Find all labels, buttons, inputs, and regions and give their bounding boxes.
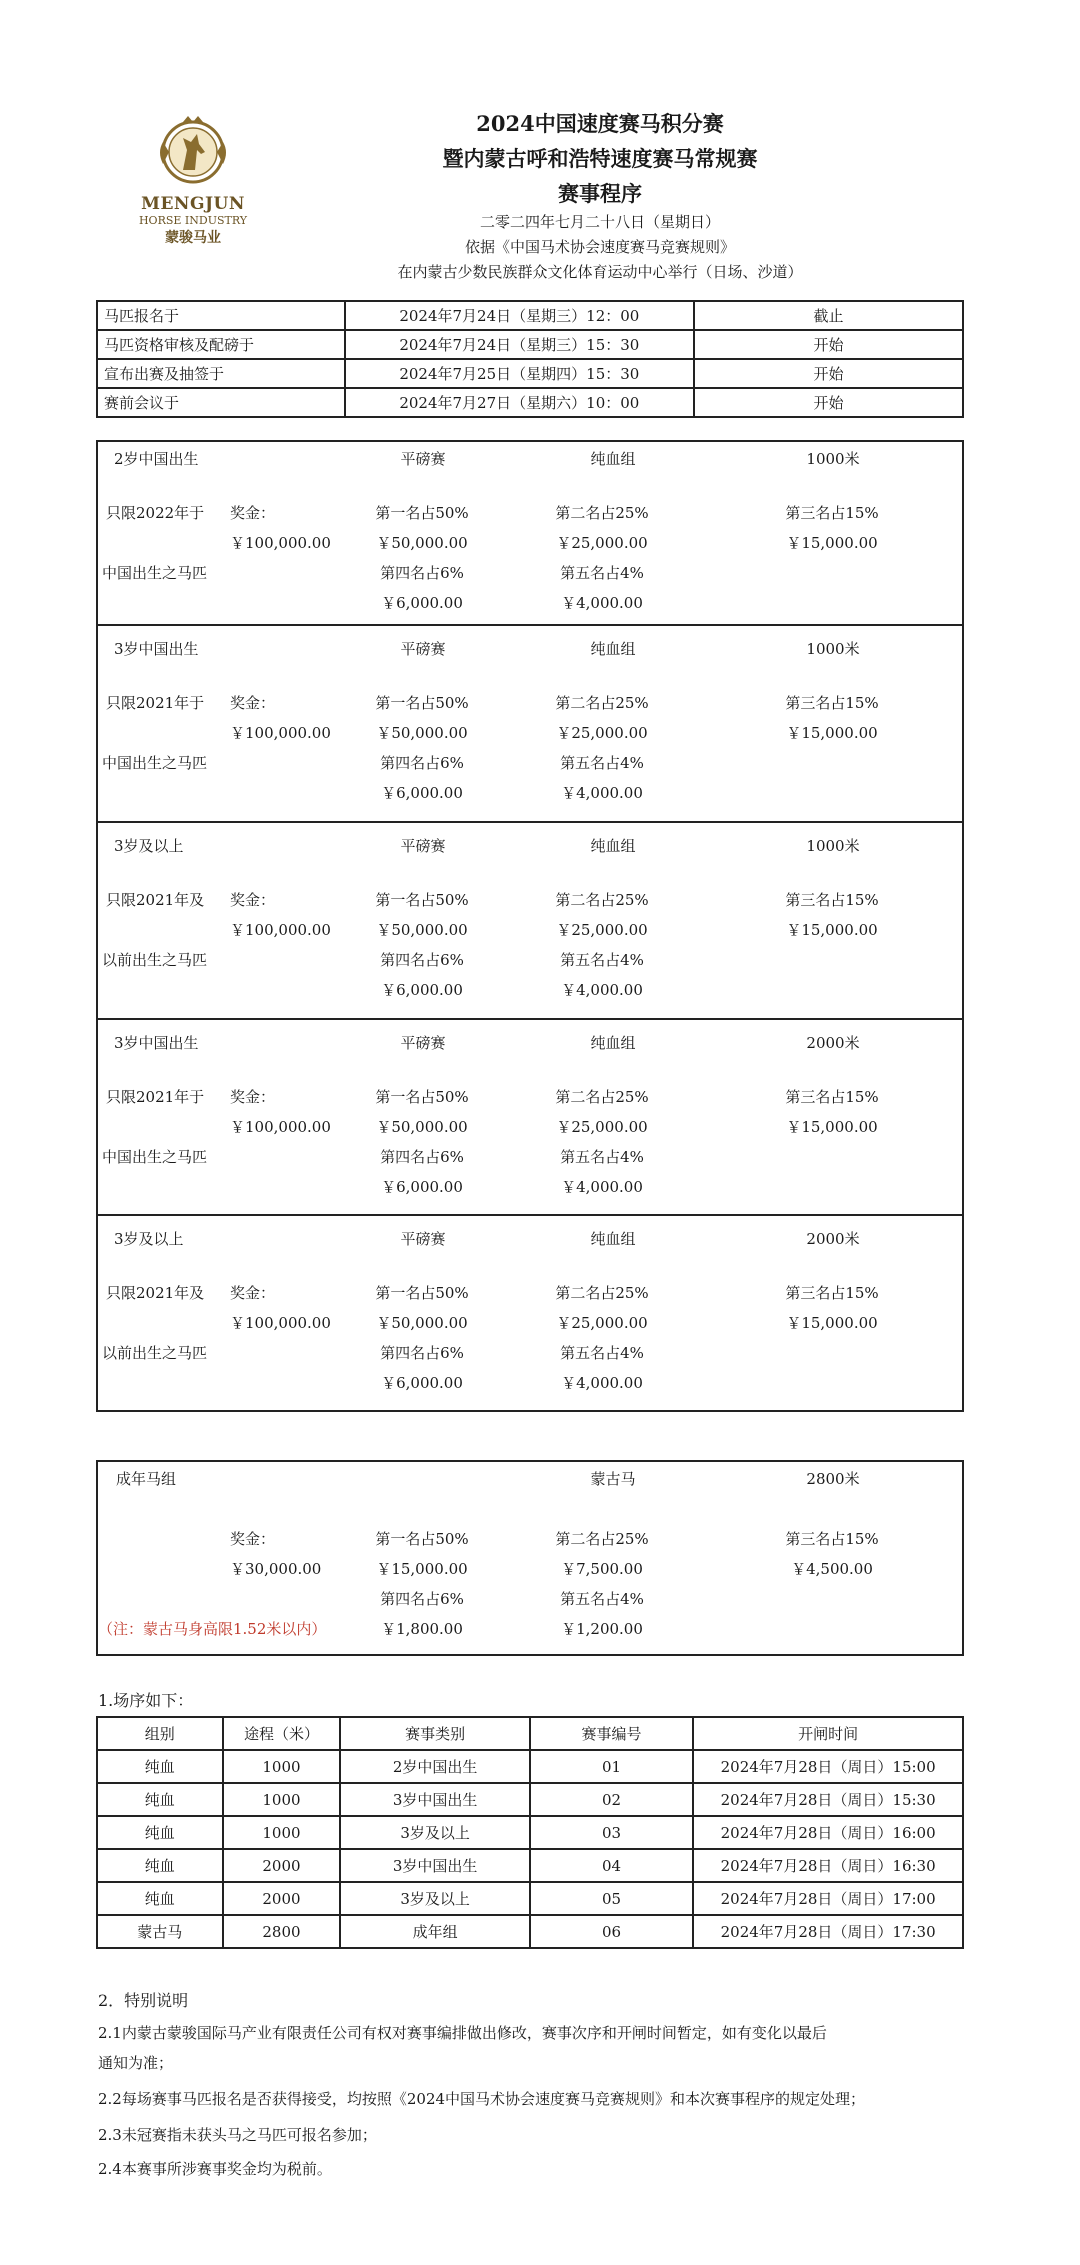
second-place-share: 第二名占25% bbox=[555, 694, 649, 712]
race-type: 平磅赛 bbox=[400, 1034, 446, 1052]
second-place-share: 第二名占25% bbox=[555, 1284, 649, 1302]
race-number-cell: 05 bbox=[530, 1882, 693, 1915]
first-place-share: 第一名占50% bbox=[375, 891, 469, 909]
first-place-amount: ￥50,000.00 bbox=[376, 724, 468, 742]
prize-total: ￥100,000.00 bbox=[230, 921, 331, 939]
order-header-cell: 赛事编号 bbox=[530, 1717, 693, 1750]
race-distance: 1000米 bbox=[806, 450, 860, 468]
note-2-1-line-2: 通知为准； bbox=[98, 2054, 174, 2072]
fifth-place-share: 第五名占4% bbox=[560, 1148, 644, 1166]
third-place-share: 第三名占15% bbox=[785, 891, 879, 909]
start-time-cell: 2024年7月28日（周日）15:00 bbox=[693, 1750, 963, 1783]
race-type: 平磅赛 bbox=[400, 837, 446, 855]
third-place-share: 第三名占15% bbox=[785, 694, 879, 712]
schedule-row bbox=[97, 359, 963, 388]
second-place-share: 第二名占25% bbox=[555, 1088, 649, 1106]
order-header-cell: 开闸时间 bbox=[693, 1717, 963, 1750]
distance-cell: 2000 bbox=[223, 1849, 341, 1882]
schedule-row bbox=[97, 388, 963, 417]
logo-text-en-sub: HORSE INDUSTRY bbox=[138, 214, 248, 227]
fourth-place-amount: ￥6,000.00 bbox=[381, 784, 463, 802]
race-condition-line-2: 以前出生之马匹 bbox=[102, 1344, 208, 1362]
group-cell: 纯血 bbox=[97, 1816, 223, 1849]
schedule-status: 开始 bbox=[694, 330, 963, 359]
distance-cell: 1000 bbox=[223, 1750, 341, 1783]
category-cell: 2岁中国出生 bbox=[340, 1750, 529, 1783]
order-header-cell: 途程（米） bbox=[223, 1717, 341, 1750]
horse-crest-icon bbox=[153, 112, 233, 192]
prize-label: 奖金： bbox=[230, 504, 276, 522]
start-time-cell: 2024年7月28日（周日）17:30 bbox=[693, 1915, 963, 1948]
third-place-amount: ￥15,000.00 bbox=[786, 921, 878, 939]
second-place-share: 第二名占25% bbox=[555, 1530, 649, 1548]
third-place-share: 第三名占15% bbox=[785, 504, 879, 522]
group-cell: 蒙古马 bbox=[97, 1915, 223, 1948]
fifth-place-share: 第五名占4% bbox=[560, 1590, 644, 1608]
first-place-amount: ￥50,000.00 bbox=[376, 1118, 468, 1136]
category-cell: 3岁中国出生 bbox=[340, 1783, 529, 1816]
order-title: 1.场序如下： bbox=[98, 1691, 194, 1710]
fourth-place-amount: ￥6,000.00 bbox=[381, 981, 463, 999]
logo-text-cn: 蒙骏马业 bbox=[165, 230, 221, 246]
schedule-item: 宣布出赛及抽签于 bbox=[97, 359, 345, 388]
order-header-cell: 组别 bbox=[97, 1717, 223, 1750]
race-distance: 2800米 bbox=[806, 1470, 860, 1488]
order-row bbox=[97, 1750, 963, 1783]
note-2-3: 2.3未冠赛指未获头马之马匹可报名参加； bbox=[98, 2126, 377, 2144]
race-distance: 1000米 bbox=[806, 837, 860, 855]
schedule-status: 开始 bbox=[694, 359, 963, 388]
race-distance: 2000米 bbox=[806, 1230, 860, 1248]
distance-cell: 1000 bbox=[223, 1783, 341, 1816]
prize-total: ￥100,000.00 bbox=[230, 1118, 331, 1136]
logo-text-en: MENGJUN bbox=[141, 194, 245, 214]
schedule-time: 2024年7月25日（星期四）15：30 bbox=[345, 359, 695, 388]
schedule-time: 2024年7月27日（星期六）10：00 bbox=[345, 388, 695, 417]
second-place-amount: ￥25,000.00 bbox=[556, 534, 648, 552]
fourth-place-share: 第四名占6% bbox=[380, 754, 464, 772]
race-name: 3岁及以上 bbox=[114, 1230, 184, 1248]
fifth-place-amount: ￥4,000.00 bbox=[561, 594, 643, 612]
fifth-place-share: 第五名占4% bbox=[560, 1344, 644, 1362]
first-place-share: 第一名占50% bbox=[375, 1088, 469, 1106]
race-block bbox=[96, 823, 964, 1020]
order-row bbox=[97, 1882, 963, 1915]
third-place-share: 第三名占15% bbox=[785, 1530, 879, 1548]
race-group: 纯血组 bbox=[590, 1230, 636, 1248]
category-cell: 3岁及以上 bbox=[340, 1816, 529, 1849]
fourth-place-share: 第四名占6% bbox=[380, 951, 464, 969]
second-place-amount: ￥25,000.00 bbox=[556, 724, 648, 742]
schedule-status: 开始 bbox=[694, 388, 963, 417]
race-group: 纯血组 bbox=[590, 640, 636, 658]
race-condition-line-2: 中国出生之马匹 bbox=[102, 1148, 208, 1166]
fifth-place-amount: ￥4,000.00 bbox=[561, 784, 643, 802]
race-condition-line-2: 以前出生之马匹 bbox=[102, 951, 208, 969]
note-2-2: 2.2每场赛事马匹报名是否获得接受，均按照《2024中国马术协会速度赛马竞赛规则》和本次赛事程序的规定处理； bbox=[98, 2090, 866, 2108]
start-time-cell: 2024年7月28日（周日）16:00 bbox=[693, 1816, 963, 1849]
race-name: 成年马组 bbox=[116, 1470, 177, 1488]
race-number-cell: 02 bbox=[530, 1783, 693, 1816]
category-cell: 3岁及以上 bbox=[340, 1882, 529, 1915]
fourth-place-amount: ￥6,000.00 bbox=[381, 1178, 463, 1196]
category-cell: 3岁中国出生 bbox=[340, 1849, 529, 1882]
prize-label: 奖金： bbox=[230, 1530, 276, 1548]
fifth-place-share: 第五名占4% bbox=[560, 754, 644, 772]
special-notes-title: 2．特别说明 bbox=[98, 1991, 189, 2010]
height-note: （注：蒙古马身高限1.52米以内） bbox=[98, 1620, 327, 1638]
prize-total: ￥100,000.00 bbox=[230, 1314, 331, 1332]
race-name: 3岁中国出生 bbox=[114, 1034, 199, 1052]
race-name: 3岁及以上 bbox=[114, 837, 184, 855]
race-condition-line-1: 只限2022年于 bbox=[106, 504, 205, 522]
race-condition-line-1: 只限2021年于 bbox=[106, 694, 205, 712]
company-logo bbox=[128, 112, 258, 252]
start-time-cell: 2024年7月28日（周日）17:00 bbox=[693, 1882, 963, 1915]
fourth-place-amount: ￥6,000.00 bbox=[381, 594, 463, 612]
race-group: 蒙古马 bbox=[590, 1470, 636, 1488]
distance-cell: 2000 bbox=[223, 1882, 341, 1915]
event-date: 二零二四年七月二十八日（星期日） bbox=[479, 213, 720, 231]
schedule-item: 赛前会议于 bbox=[97, 388, 345, 417]
race-condition-line-2: 中国出生之马匹 bbox=[102, 754, 208, 772]
third-place-share: 第三名占15% bbox=[785, 1284, 879, 1302]
fifth-place-share: 第五名占4% bbox=[560, 951, 644, 969]
first-place-share: 第一名占50% bbox=[375, 1284, 469, 1302]
prize-label: 奖金： bbox=[230, 694, 276, 712]
fifth-place-amount: ￥4,000.00 bbox=[561, 1178, 643, 1196]
race-name: 2岁中国出生 bbox=[114, 450, 199, 468]
note-2-1-line-1: 2.1内蒙古蒙骏国际马产业有限责任公司有权对赛事编排做出修改，赛事次序和开闸时间暂定，如有变化以最后 bbox=[98, 2024, 827, 2042]
first-place-amount: ￥50,000.00 bbox=[376, 1314, 468, 1332]
schedule-status: 截止 bbox=[694, 301, 963, 330]
race-number-cell: 04 bbox=[530, 1849, 693, 1882]
second-place-share: 第二名占25% bbox=[555, 504, 649, 522]
rule-basis: 依据《中国马术协会速度赛马竞赛规则》 bbox=[464, 238, 735, 256]
start-time-cell: 2024年7月28日（周日）15:30 bbox=[693, 1783, 963, 1816]
third-place-amount: ￥15,000.00 bbox=[786, 1314, 878, 1332]
prize-total: ￥100,000.00 bbox=[230, 534, 331, 552]
race-block bbox=[96, 626, 964, 823]
race-number-cell: 01 bbox=[530, 1750, 693, 1783]
order-row bbox=[97, 1816, 963, 1849]
race-number-cell: 06 bbox=[530, 1915, 693, 1948]
first-place-amount: ￥50,000.00 bbox=[376, 534, 468, 552]
third-place-amount: ￥15,000.00 bbox=[786, 1118, 878, 1136]
race-condition-line-1: 只限2021年于 bbox=[106, 1088, 205, 1106]
schedule-row bbox=[97, 301, 963, 330]
race-type: 平磅赛 bbox=[400, 1230, 446, 1248]
title-line-1: 2024中国速度赛马积分赛 bbox=[476, 111, 724, 136]
race-order-table bbox=[96, 1716, 964, 1949]
fourth-place-amount: ￥1,800.00 bbox=[381, 1620, 463, 1638]
race-distance: 1000米 bbox=[806, 640, 860, 658]
fifth-place-amount: ￥4,000.00 bbox=[561, 981, 643, 999]
third-place-amount: ￥15,000.00 bbox=[786, 724, 878, 742]
race-condition-line-1: 只限2021年及 bbox=[106, 891, 205, 909]
order-header-cell: 赛事类别 bbox=[340, 1717, 529, 1750]
second-place-amount: ￥7,500.00 bbox=[561, 1560, 643, 1578]
schedule-table bbox=[96, 300, 964, 418]
second-place-share: 第二名占25% bbox=[555, 891, 649, 909]
second-place-amount: ￥25,000.00 bbox=[556, 921, 648, 939]
race-number-cell: 03 bbox=[530, 1816, 693, 1849]
prize-total: ￥100,000.00 bbox=[230, 724, 331, 742]
first-place-amount: ￥15,000.00 bbox=[376, 1560, 468, 1578]
race-name: 3岁中国出生 bbox=[114, 640, 199, 658]
race-group: 纯血组 bbox=[590, 1034, 636, 1052]
distance-cell: 1000 bbox=[223, 1816, 341, 1849]
fourth-place-share: 第四名占6% bbox=[380, 1590, 464, 1608]
schedule-row bbox=[97, 330, 963, 359]
race-type: 平磅赛 bbox=[400, 640, 446, 658]
fourth-place-share: 第四名占6% bbox=[380, 1344, 464, 1362]
group-cell: 纯血 bbox=[97, 1783, 223, 1816]
venue: 在内蒙古少数民族群众文化体育运动中心举行（日场、沙道） bbox=[397, 263, 803, 281]
order-row bbox=[97, 1849, 963, 1882]
third-place-amount: ￥15,000.00 bbox=[786, 534, 878, 552]
second-place-amount: ￥25,000.00 bbox=[556, 1118, 648, 1136]
prize-label: 奖金： bbox=[230, 891, 276, 909]
group-cell: 纯血 bbox=[97, 1849, 223, 1882]
first-place-amount: ￥50,000.00 bbox=[376, 921, 468, 939]
race-block bbox=[96, 1020, 964, 1216]
start-time-cell: 2024年7月28日（周日）16:30 bbox=[693, 1849, 963, 1882]
group-cell: 纯血 bbox=[97, 1882, 223, 1915]
race-type: 平磅赛 bbox=[400, 450, 446, 468]
prize-total: ￥30,000.00 bbox=[230, 1560, 322, 1578]
category-cell: 成年组 bbox=[340, 1915, 529, 1948]
first-place-share: 第一名占50% bbox=[375, 694, 469, 712]
schedule-item: 马匹资格审核及配磅于 bbox=[97, 330, 345, 359]
race-group: 纯血组 bbox=[590, 837, 636, 855]
fourth-place-share: 第四名占6% bbox=[380, 1148, 464, 1166]
race-distance: 2000米 bbox=[806, 1034, 860, 1052]
schedule-time: 2024年7月24日（星期三）15：30 bbox=[345, 330, 695, 359]
fourth-place-share: 第四名占6% bbox=[380, 564, 464, 582]
fifth-place-amount: ￥1,200.00 bbox=[561, 1620, 643, 1638]
third-place-share: 第三名占15% bbox=[785, 1088, 879, 1106]
first-place-share: 第一名占50% bbox=[375, 1530, 469, 1548]
prize-label: 奖金： bbox=[230, 1088, 276, 1106]
order-row bbox=[97, 1783, 963, 1816]
title-line-3: 赛事程序 bbox=[558, 181, 642, 206]
schedule-item: 马匹报名于 bbox=[97, 301, 345, 330]
group-cell: 纯血 bbox=[97, 1750, 223, 1783]
fifth-place-share: 第五名占4% bbox=[560, 564, 644, 582]
third-place-amount: ￥4,500.00 bbox=[791, 1560, 873, 1578]
race-block-adult bbox=[96, 1460, 964, 1656]
title-line-2: 暨内蒙古呼和浩特速度赛马常规赛 bbox=[442, 146, 758, 171]
race-block bbox=[96, 1216, 964, 1412]
order-row bbox=[97, 1915, 963, 1948]
first-place-share: 第一名占50% bbox=[375, 504, 469, 522]
fourth-place-amount: ￥6,000.00 bbox=[381, 1374, 463, 1392]
race-block bbox=[96, 440, 964, 626]
race-condition-line-2: 中国出生之马匹 bbox=[102, 564, 208, 582]
prize-label: 奖金： bbox=[230, 1284, 276, 1302]
race-group: 纯血组 bbox=[590, 450, 636, 468]
schedule-time: 2024年7月24日（星期三）12：00 bbox=[345, 301, 695, 330]
second-place-amount: ￥25,000.00 bbox=[556, 1314, 648, 1332]
race-condition-line-1: 只限2021年及 bbox=[106, 1284, 205, 1302]
fifth-place-amount: ￥4,000.00 bbox=[561, 1374, 643, 1392]
distance-cell: 2800 bbox=[223, 1915, 341, 1948]
note-2-4: 2.4本赛事所涉赛事奖金均为税前。 bbox=[98, 2160, 332, 2178]
